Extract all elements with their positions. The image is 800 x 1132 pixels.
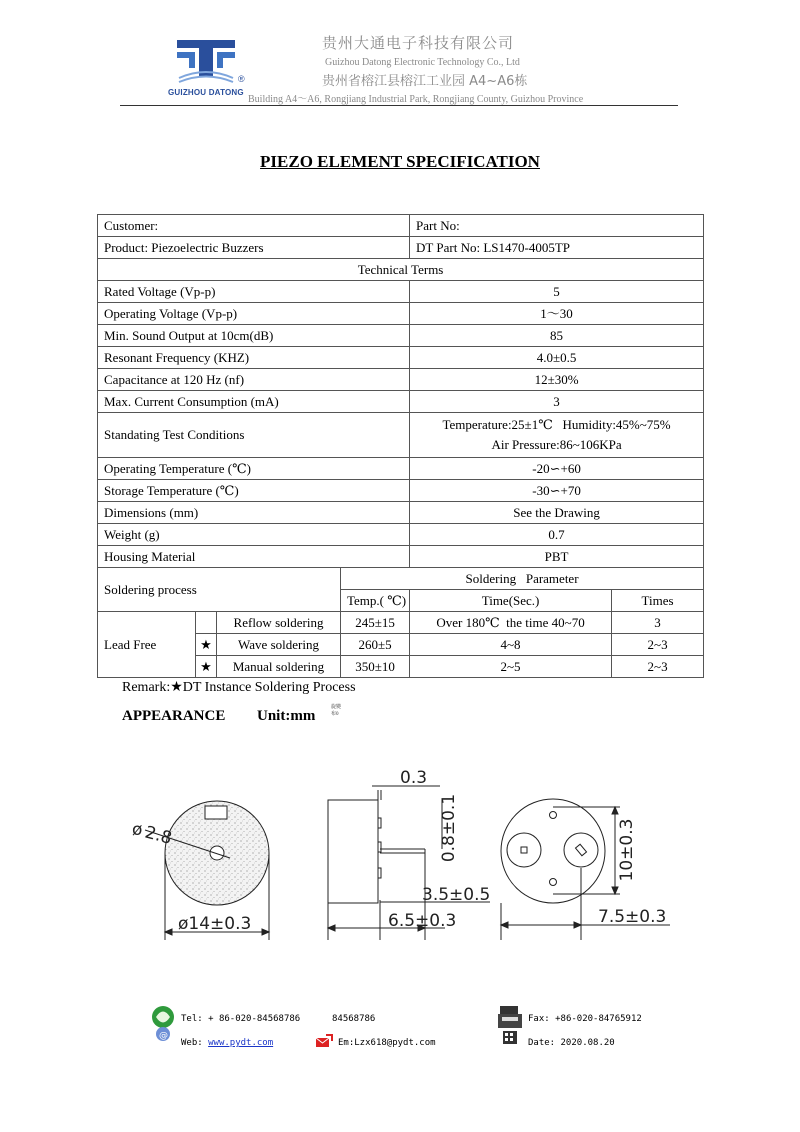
table-row [98,546,704,568]
table-row [98,303,704,325]
spec-label: Storage Temperature (℃) [98,480,410,502]
email-value: Lzx618@pydt.com [354,1038,436,1048]
test-conditions-line-2: Air Pressure:86~106KPa [491,437,622,452]
tiny-note [331,704,341,718]
pin-len-label: 3.5±0.5 [422,885,491,905]
spec-value: PBT [410,546,704,568]
col-times-header: Times [612,590,704,612]
fax-label: Fax: [528,1014,550,1024]
table-row [98,347,704,369]
table-row [98,215,704,237]
star-icon: ★ [196,634,217,656]
spec-value: 12±30% [410,369,704,391]
soldering-parameter-header: Soldering Parameter [341,568,704,590]
tiny-note-line-2: 布0 [331,712,339,717]
soldering-name: Manual soldering [217,656,341,678]
spec-value: 5 [410,281,704,303]
soldering-name: Reflow soldering [217,612,341,634]
test-conditions-line-1: Temperature:25±1℃ Humidity:45%~75% [442,417,671,432]
web-label: Web: [181,1038,203,1048]
brand-name: GUIZHOU DATONG [168,88,244,97]
web-line [181,1038,273,1048]
spec-label: Dimensions (mm) [98,502,410,524]
fax-value: +86-020-84765912 [555,1014,642,1024]
soldering-times: 3 [612,612,704,634]
soldering-temp: 245±15 [341,612,410,634]
table-row [98,391,704,413]
table-row [98,259,704,281]
registered-mark: ® [238,74,245,84]
header-divider [120,105,678,106]
table-row [98,612,704,634]
height-label: 6.5±0.3 [388,911,457,931]
spec-value: -20∽+60 [410,458,704,480]
col-time-header: Time(Sec.) [410,590,612,612]
company-name-cn: 贵州大通电子科技有限公司 [322,34,515,52]
pin-thick-label: 0.8±0.1 [439,793,459,863]
hole-dia-prefix: ø [132,820,143,840]
table-row [98,281,704,303]
svg-text:@: @ [159,1031,168,1041]
pin-spacing-label: 10±0.3 [617,818,637,882]
spec-label: Min. Sound Output at 10cm(dB) [98,325,410,347]
table-row [98,325,704,347]
remark-text: Remark:★DT Instance Soldering Process [122,680,356,695]
table-row [98,413,704,458]
date-label: Date: [528,1038,556,1048]
lead-free-label: Lead Free [98,612,196,678]
dt-part-no-cell: DT Part No: LS1470-4005TP [410,237,704,259]
soldering-time: 2~5 [410,656,612,678]
soldering-times: 2~3 [612,634,704,656]
table-row [98,237,704,259]
date-line [528,1038,615,1048]
spec-label: Rated Voltage (Vp-p) [98,281,410,303]
table-row [98,480,704,502]
soldering-time: 4~8 [410,634,612,656]
offset-label: 7.5±0.3 [598,907,667,927]
spec-value: 4.0±0.5 [410,347,704,369]
soldering-temp: 260±5 [341,634,410,656]
spec-label: Capacitance at 120 Hz (nf) [98,369,410,391]
spec-value: -30∽+70 [410,480,704,502]
table-row [98,568,704,590]
email-label: Em: [338,1038,355,1048]
front-view [132,801,269,940]
document-title: PIEZO ELEMENT SPECIFICATION [260,152,540,171]
test-conditions-label: Standating Test Conditions [98,413,410,458]
test-conditions-value [410,413,704,458]
spec-value: 0.7 [410,524,704,546]
spec-label: Resonant Frequency (KHZ) [98,347,410,369]
date-value: 2020.08.20 [560,1038,615,1048]
tel-label: Tel: [181,1014,203,1024]
spec-value: 3 [410,391,704,413]
tiny-note-line-1: 旋變 [331,705,342,710]
soldering-temp: 350±10 [341,656,410,678]
email-icon [314,1033,334,1051]
soldering-time: Over 180℃ the time 40~70 [410,612,612,634]
fax-line [528,1014,642,1024]
dimension-drawing [132,750,690,950]
star-icon: ★ [196,656,217,678]
technical-terms-heading: Technical Terms [98,259,704,281]
unit-label: Unit:mm [257,708,316,724]
outer-dia-label: ø14±0.3 [178,914,252,934]
table-row [98,524,704,546]
email-line [338,1038,436,1048]
company-address-en: Building A4～A6, Rongjiang Industrial Park, Rongjiang County, Guizhou Province [248,94,584,105]
spec-value: See the Drawing [410,502,704,524]
datong-logo-icon [175,38,237,84]
table-row [98,458,704,480]
spec-label: Max. Current Consumption (mA) [98,391,410,413]
table-row [98,369,704,391]
tel-line [181,1014,300,1024]
customer-label: Customer: [98,215,410,237]
star-cell-empty [196,612,217,634]
company-name-en: Guizhou Datong Electronic Technology Co., Ltd [325,57,520,68]
web-link[interactable]: www.pydt.com [208,1038,274,1048]
soldering-name: Wave soldering [217,634,341,656]
tel-value: + 86-020-84568786 [208,1014,301,1024]
company-address-cn: 贵州省榕江县榕江工业园 A4~A6栋 [322,74,528,89]
spec-label: Operating Temperature (℃) [98,458,410,480]
globe-phone-icon [150,1004,176,1044]
product-cell: Product: Piezoelectric Buzzers [98,237,410,259]
hole-dia-label: 2.8 [142,822,175,849]
fax-icon [497,1004,523,1046]
spec-label: Housing Material [98,546,410,568]
col-temp-header: Temp.( ℃) [341,590,410,612]
thickness-label: 0.3 [400,768,428,788]
spec-table [97,214,704,678]
back-view [501,799,670,940]
table-row [98,502,704,524]
appearance-heading: APPEARANCE [122,708,226,724]
spec-label: Weight (g) [98,524,410,546]
side-view [328,768,490,940]
part-no-label: Part No: [410,215,704,237]
spec-label: Operating Voltage (Vp-p) [98,303,410,325]
soldering-process-label: Soldering process [98,568,341,612]
spec-value: 1～30 [410,303,704,325]
spec-value: 85 [410,325,704,347]
soldering-times: 2~3 [612,656,704,678]
tel-short: 84568786 [332,1014,376,1024]
